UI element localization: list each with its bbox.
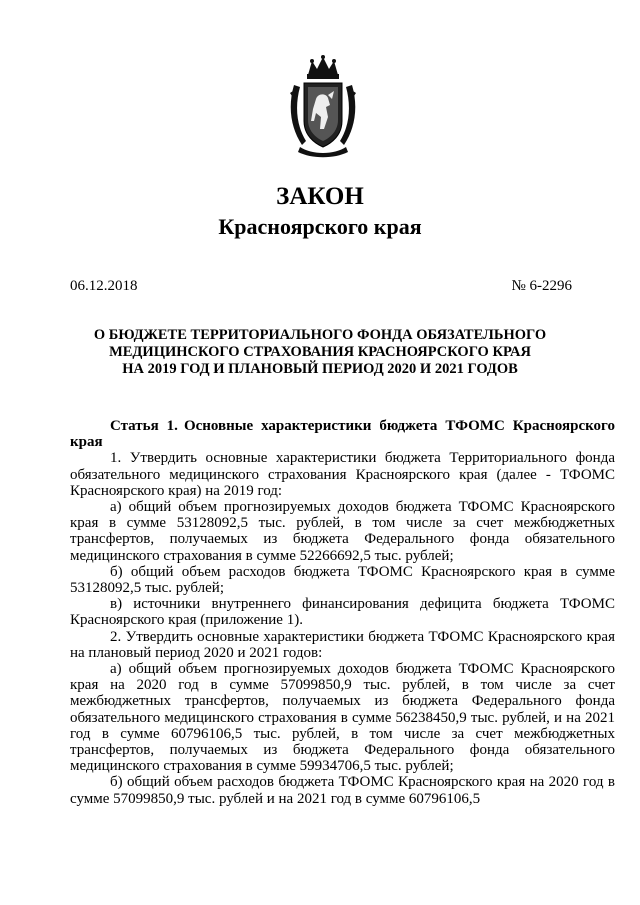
paragraph: а) общий объем прогнозируемых доходов бюджета ТФОМС Красноярского края на 2020 год в сумме 57099850,9 тыс. рублей, в том числе за счет межбюджетных трансфертов, получаемых из бюджета Федерального фонда обязательного медицинского страхования в сумме 56238450,9 тыс. рублей, и на 2021 год в сумме 60796106,5 тыс. рублей, в том числе за счет межбюджетных трансфертов, получаемых из бюджета Федерального фонда обязательного медицинского страхования в сумме 59934706,5 тыс. рублей; xyxy=(70,661,615,775)
paragraph: б) общий объем расходов бюджета ТФОМС Красноярского края в сумме 53128092,5 тыс. рублей; xyxy=(70,563,615,597)
paragraph: 1. Утвердить основные характеристики бюджета Территориального фонда обязательного медицинского страхования Красноярского края (далее - ТФОМС Красноярского края) на 2019 год: xyxy=(70,450,615,499)
document-subtitle: Красноярского края xyxy=(218,214,422,239)
krasnoyarsk-coat-of-arms-icon xyxy=(286,55,360,159)
law-title xyxy=(60,327,580,378)
paragraph: а) общий объем прогнозируемых доходов бюджета ТФОМС Красноярского края в сумме 53128092,5 тыс. рублей, в том числе за счет межбюджетных трансфертов, получаемых из бюджета Федерального фонда обязательного медицинского страхования в сумме 52266692,5 тыс. рублей; xyxy=(70,499,615,564)
paragraph: 2. Утвердить основные характеристики бюджета ТФОМС Красноярского края на плановый период 2020 и 2021 годов: xyxy=(70,628,615,661)
article-label: Статья 1. xyxy=(110,418,178,434)
law-title-line: НА 2019 ГОД И ПЛАНОВЫЙ ПЕРИОД 2020 И 2021 ГОДОВ xyxy=(122,361,518,377)
document-number: № 6-2296 xyxy=(511,278,572,294)
paragraph: в) источники внутреннего финансирования дефицита бюджета ТФОМС Красноярского края (приложение 1). xyxy=(70,596,615,629)
document-title: ЗАКОН xyxy=(276,183,364,210)
article-1 xyxy=(70,418,615,807)
law-title-line: О БЮДЖЕТЕ ТЕРРИТОРИАЛЬНОГО ФОНДА ОБЯЗАТЕЛЬНОГО xyxy=(93,327,547,343)
article-title: Основные характеристики бюджета ТФОМС Красноярского края xyxy=(70,418,615,451)
article-heading xyxy=(70,418,615,450)
document-date: 06.12.2018 xyxy=(70,278,138,294)
law-title-line: МЕДИЦИНСКОГО СТРАХОВАНИЯ КРАСНОЯРСКОГО КРАЯ xyxy=(109,344,531,360)
paragraph: б) общий объем расходов бюджета ТФОМС Красноярского края на 2020 год в сумме 57099850,9 тыс. рублей и на 2021 год в сумме 60796106,5 xyxy=(70,774,615,807)
